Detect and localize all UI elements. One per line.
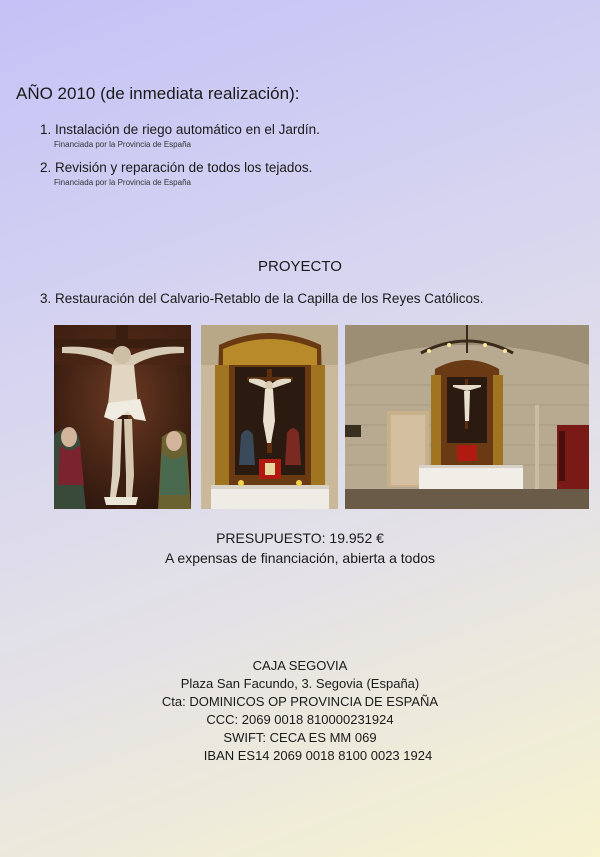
bank-name: CAJA SEGOVIA <box>252 658 348 673</box>
item-text: 2. Revisión y reparación de todos los tejados. <box>40 160 313 175</box>
project-title: PROYECTO <box>258 258 342 275</box>
ccc-number: CCC: 2069 0018 810000231924 <box>206 712 394 727</box>
section-heading: AÑO 2010 (de inmediata realización): <box>16 84 300 103</box>
list-item <box>40 159 320 187</box>
item-funding-note: Financiada por la Provincia de España <box>54 140 191 149</box>
gilded-retablo-photo <box>201 325 338 509</box>
swift-code: SWIFT: CECA ES MM 069 <box>223 730 377 745</box>
budget-block <box>0 528 600 568</box>
works-list <box>40 121 320 197</box>
chapel-interior-photo <box>345 325 589 509</box>
crucifix-closeup-photo <box>54 325 191 509</box>
project-item: 3. Restauración del Calvario-Retablo de la Capilla de los Reyes Católicos. <box>40 291 484 306</box>
iban-number: IBAN ES14 2069 0018 8100 0023 1924 <box>203 748 433 763</box>
bank-address: Plaza San Facundo, 3. Segovia (España) <box>180 676 420 691</box>
account-holder: Cta: DOMINICOS OP PROVINCIA DE ESPAÑA <box>161 694 439 709</box>
budget-funding-note: A expensas de financiación, abierta a todos <box>164 550 436 566</box>
list-item <box>40 121 320 149</box>
bank-details <box>0 657 600 765</box>
budget-amount: PRESUPUESTO: 19.952 € <box>216 530 384 546</box>
item-funding-note: Financiada por la Provincia de España <box>54 178 191 187</box>
item-text: 1. Instalación de riego automático en el Jardín. <box>40 122 320 137</box>
